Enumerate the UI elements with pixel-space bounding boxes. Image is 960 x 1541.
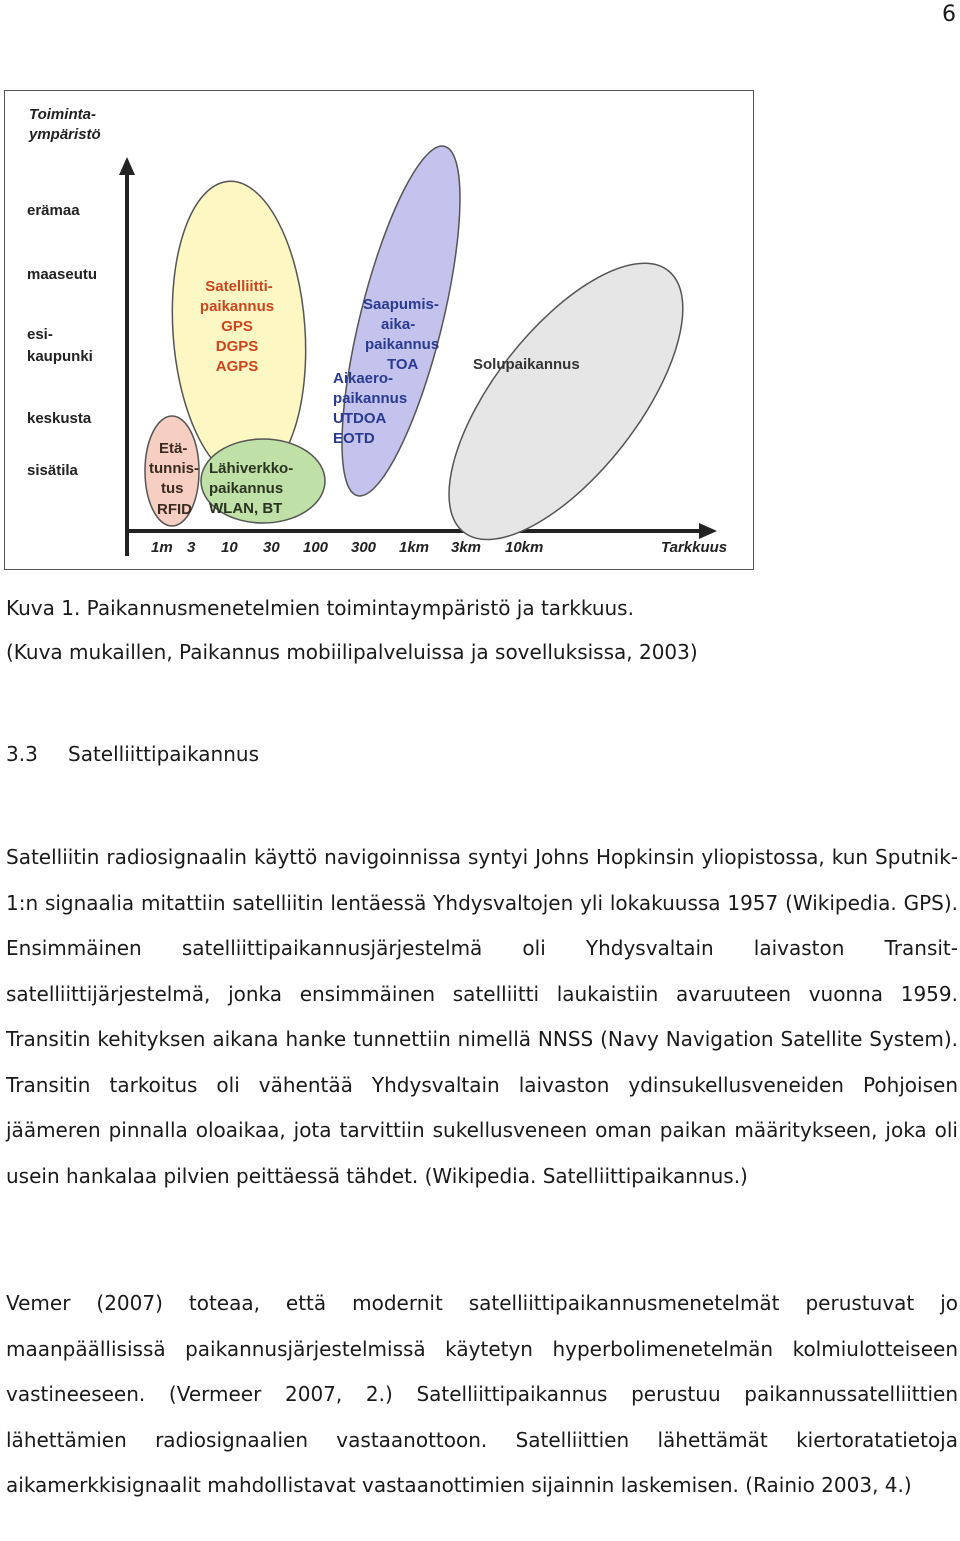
- x-tick: 100: [303, 539, 329, 556]
- toa-label-line: Saapumis-: [363, 296, 439, 313]
- x-tick: 10km: [505, 539, 544, 556]
- paragraph-2: Vemer (2007) toteaa, että modernit satelliittipaikannusmenetelmät perustuvat jo maanpäällisissä paikannusjärjestelmissä käytetyn hyperbolimenetelmän kolmiulotteiseen vastineeseen. (Vermeer 2007, 2.) Satelliittipaikannus perustuu paikannussatelliittien lähettämien radiosignaalien vastaanottoon. Satelliittien lähettämät kiertoratatietoja aikamerkkisignaalit mahdollistavat vastaanottimien sijainnin laskemisen. (Rainio 2003, 4.): [6, 1291, 958, 1497]
- toa-label-line: Aikaero-: [333, 370, 394, 387]
- satellite-label-line: DGPS: [215, 338, 259, 355]
- figure-diagram: [5, 91, 755, 571]
- x-tick: 1m: [151, 539, 173, 556]
- page-number: 6: [942, 2, 956, 27]
- y-level-maaseutu: maaseutu: [27, 266, 98, 283]
- satellite-label-line: paikannus: [199, 298, 275, 315]
- y-level-eramaa: erämaa: [27, 202, 80, 219]
- y-level-keskusta: keskusta: [27, 410, 92, 427]
- rfid-label-line: Etä-: [159, 440, 188, 457]
- wlan-label-line: paikannus: [209, 480, 284, 497]
- y-level-kaupunki: kaupunki: [27, 348, 93, 365]
- x-tick: 3: [187, 539, 196, 556]
- rfid-label-line: RFID: [157, 501, 192, 518]
- rfid-label-line: tus: [161, 480, 184, 497]
- rfid-label-line: tunnis-: [149, 460, 199, 477]
- x-tick: 1km: [399, 539, 430, 556]
- y-axis-title-line1: Toiminta-: [29, 106, 96, 123]
- wlan-label: [209, 460, 293, 517]
- y-level-esi: esi-: [27, 326, 53, 343]
- satellite-label-line: GPS: [221, 318, 253, 335]
- positioning-methods-figure: [4, 90, 754, 570]
- x-tick: 10: [221, 539, 238, 556]
- satellite-label-line: AGPS: [215, 358, 259, 375]
- toa-label-line: aika-: [381, 316, 416, 333]
- ellipse-cell: [407, 226, 728, 571]
- y-axis-arrow-icon: [119, 157, 135, 175]
- paragraph-1: Satelliitin radiosignaalin käyttö navigoinnissa syntyi Johns Hopkinsin yliopistossa, kun Sputnik-1:n signaalia mitattiin satelliitin lentäessä Yhdysvaltojen yli lokakuussa 1957 (Wikipedia. GPS). Ensimmäinen satelliittipaikannusjärjestelmä oli Yhdysvaltain laivaston Transit-satelliittijärjestelmä, jonka ensimmäinen satelliitti laukaistiin avaruuteen vuonna 1959. Transitin kehityksen aikana hanke tunnettiin nimellä NNSS (Navy Navigation Satellite System). Transitin tarkoitus oli vähentää Yhdysvaltain laivaston ydinsukellusveneiden Pohjoisen jäämeren pinnalla oloaikaa, jota tarvittiin sukellusveneen oman paikan määritykseen, joka oli usein hankalaa pilvien peittäessä tähdet. (Wikipedia. Satelliittipaikannus.): [6, 845, 958, 1188]
- toa-label-line: paikannus: [333, 390, 408, 407]
- x-tick: 300: [351, 539, 377, 556]
- toa-label-line: TOA: [387, 356, 419, 373]
- x-tick: 30: [263, 539, 280, 556]
- toa-label-line: EOTD: [333, 430, 375, 447]
- y-level-sisatila: sisätila: [27, 462, 78, 479]
- x-tick: 3km: [451, 539, 482, 556]
- wlan-label-line: WLAN, BT: [209, 500, 283, 517]
- x-axis-arrow-icon: [699, 523, 717, 539]
- figure-caption: [6, 586, 698, 674]
- cell-label: Solupaikannus: [473, 356, 580, 373]
- caption-line-2: (Kuva mukaillen, Paikannus mobiilipalveluissa ja sovelluksissa, 2003): [6, 640, 698, 664]
- section-number: 3.3: [6, 742, 38, 766]
- x-axis-title: Tarkkuus: [661, 539, 728, 556]
- wlan-label-line: Lähiverkko-: [209, 460, 294, 477]
- toa-label-line: paikannus: [365, 336, 440, 353]
- section-title: Satelliittipaikannus: [68, 742, 260, 766]
- y-axis-title-line2: ympäristö: [29, 126, 101, 143]
- section-heading: [6, 742, 259, 766]
- toa-label-line: UTDOA: [333, 410, 387, 427]
- caption-line-1: Kuva 1. Paikannusmenetelmien toimintaympäristö ja tarkkuus.: [6, 596, 634, 620]
- satellite-label-line: Satelliitti-: [205, 278, 273, 295]
